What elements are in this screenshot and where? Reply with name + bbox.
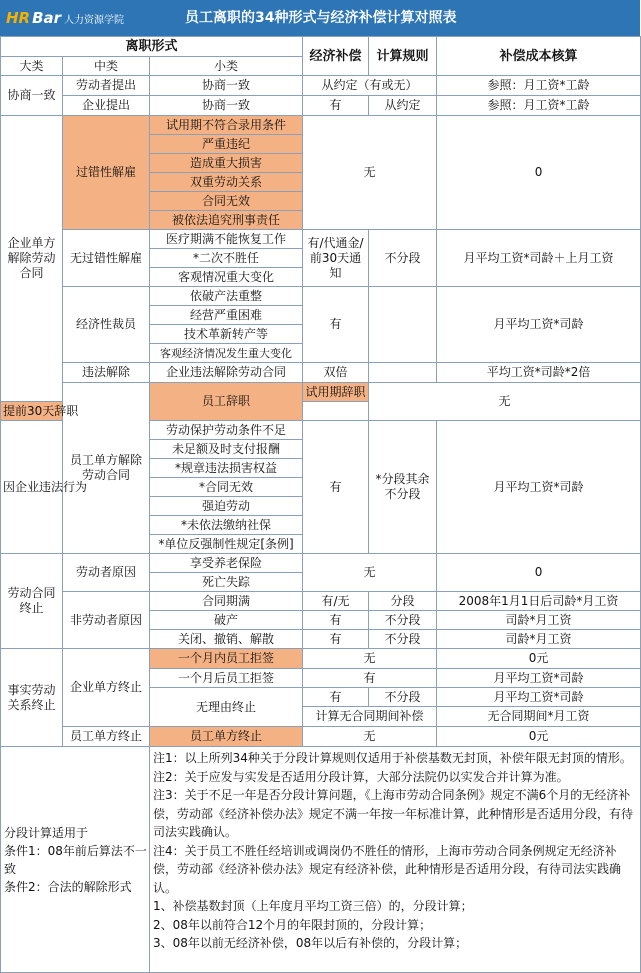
middle-category: 过错性解雇 — [63, 116, 150, 230]
compensation-cell: 从约定（有或无） — [303, 76, 437, 96]
notes-text — [150, 747, 641, 973]
minor-category: 企业违法解除劳动合同 — [150, 363, 303, 383]
compensation-cell: 无 — [303, 649, 437, 669]
note-line: 注2：关于应发与实发是否适用分段计算，大部分法院仍以实发合并计算为准。 — [153, 769, 569, 784]
compensation-cell: 有 — [303, 287, 369, 363]
minor-category: 提前30天辞职 — [1, 402, 63, 421]
minor-category: 客观经济情况发生重大变化 — [150, 344, 303, 363]
cost-cell: 参照：月工资*工龄 — [437, 76, 641, 96]
notes-condition-line: 分段计算适用于 — [4, 825, 89, 840]
minor-category: 强迫劳动 — [150, 497, 303, 516]
minor-category: 客观情况重大变化 — [150, 268, 303, 287]
title-bar — [0, 0, 640, 36]
rule-cell — [369, 287, 437, 363]
major-category: 企业单方解除劳动合同 — [1, 116, 63, 402]
header-major: 大类 — [1, 57, 63, 76]
middle-category: 劳动者提出 — [63, 76, 150, 96]
minor-category: 关闭、撤销、解散 — [150, 630, 303, 649]
middle-category: 员工辞职 — [150, 383, 303, 421]
rule-cell: 不分段 — [369, 630, 437, 649]
cost-cell: 月平均工资*司龄 — [437, 287, 641, 363]
minor-category: 严重违纪 — [150, 135, 303, 154]
logo-bar: Bar — [32, 9, 62, 27]
compensation-cell: 计算无合同期间补偿 — [303, 707, 437, 727]
minor-category: 依破产法重整 — [150, 287, 303, 306]
middle-category: 无过错性解雇 — [63, 230, 150, 287]
minor-category: 劳动保护劳动条件不足 — [150, 421, 303, 440]
minor-category: *未依法缴纳社保 — [150, 516, 303, 535]
minor-category: 享受养老保险 — [150, 554, 303, 573]
notes-condition-line: 条件1：08年前后算法不一致 — [4, 843, 147, 876]
minor-category: *单位反强制性规定[条例] — [150, 535, 303, 554]
cost-cell: 月平均工资*司龄 — [437, 669, 641, 688]
major-category: 协商一致 — [1, 76, 63, 116]
cost-cell: 无合同期间*月工资 — [437, 707, 641, 727]
rule-cell: 从约定 — [369, 96, 437, 116]
note-line: 注1：以上所列34种关于分段计算规则仅适用于补偿基数无封顶，补偿年限无封顶的情形。 — [153, 751, 632, 765]
note-line: 注3：关于不足一年是否分段计算问题，《上海市劳动合同条例》规定不满6个月的无经济补偿，劳动部《经济补偿办法》规定不满一年按一年标准计算，此种情形是否适用分段，有待司法实践确认。 — [153, 788, 634, 839]
minor-category: 未足额及时支付报酬 — [150, 440, 303, 459]
cost-cell: 参照：月工资*工龄 — [437, 96, 641, 116]
middle-category: 因企业违法行为 — [1, 421, 63, 554]
middle-category: 非劳动者原因 — [63, 592, 150, 649]
middle-category: 劳动者原因 — [63, 554, 150, 592]
minor-category: *合同无效 — [150, 478, 303, 497]
cost-cell: 平均工资*司龄*2倍 — [437, 363, 641, 383]
minor-category: 经营严重困难 — [150, 306, 303, 325]
note-line: 1、补偿基数封顶（上年度月平均工资三倍）的，分段计算； — [153, 899, 473, 913]
cost-cell: 0 — [437, 554, 641, 592]
compensation-cell: 有 — [303, 96, 369, 116]
cost-cell: 司龄*月工资 — [437, 611, 641, 630]
minor-category: 被依法追究刑事责任 — [150, 211, 303, 230]
middle-category: 员工单方终止 — [63, 727, 150, 747]
minor-category: 协商一致 — [150, 96, 303, 116]
comparison-table — [0, 36, 641, 973]
cost-cell: 2008年1月1日后司龄*月工资 — [437, 592, 641, 611]
minor-category: 无理由终止 — [150, 688, 303, 727]
rule-cell: *分段其余不分段 — [369, 421, 437, 554]
minor-category: 技术革新转产等 — [150, 325, 303, 344]
minor-category: 试用期辞职 — [303, 383, 369, 402]
compensation-cell: 无 — [303, 554, 437, 592]
cost-cell: 0 — [437, 116, 641, 230]
middle-category: 经济性裁员 — [63, 287, 150, 363]
cost-cell: 月平均工资*司龄＋上月工资 — [437, 230, 641, 287]
middle-category: 违法解除 — [63, 363, 150, 383]
compensation-cell: 有/代通金/前30天通知 — [303, 230, 369, 287]
logo-sub: 人力资源学院 — [64, 14, 125, 26]
compensation-cell: 有 — [303, 669, 437, 688]
cost-cell: 0元 — [437, 727, 641, 747]
rule-cell — [369, 363, 437, 383]
header-compensation: 经济补偿 — [303, 37, 369, 76]
compensation-cell: 无 — [303, 727, 437, 747]
cost-cell: 月平均工资*司龄 — [437, 421, 641, 554]
minor-category: 协商一致 — [150, 76, 303, 96]
rule-cell: 不分段 — [369, 611, 437, 630]
minor-category: *规章违法损害权益 — [150, 459, 303, 478]
minor-category: 双重劳动关系 — [150, 173, 303, 192]
minor-category: 造成重大损害 — [150, 154, 303, 173]
header-minor: 小类 — [150, 57, 303, 76]
rule-cell: 不分段 — [369, 688, 437, 707]
cost-cell: 司龄*月工资 — [437, 630, 641, 649]
compensation-cell: 双倍 — [303, 363, 369, 383]
note-line: 3、08年以前无经济补偿，08年以后有补偿的，分段计算； — [153, 936, 468, 950]
cost-cell: 月平均工资*司龄 — [437, 688, 641, 707]
compensation-cell: 有 — [303, 630, 369, 649]
note-line: 注4：关于员工不胜任经培训或调岗仍不胜任的情形，上海市劳动合同条例规定无经济补偿，劳动部《经济补偿办法》规定有经济补偿，此种情形是否适用分段，有待司法实践确认。 — [153, 843, 622, 895]
header-middle: 中类 — [63, 57, 150, 76]
compensation-cell: 无 — [369, 383, 641, 421]
major-category: 事实劳动关系终止 — [1, 649, 63, 747]
minor-category: 医疗期满不能恢复工作 — [150, 230, 303, 249]
notes-conditions — [1, 747, 150, 973]
notes-condition-line: 条件2：合法的解除形式 — [4, 879, 132, 894]
logo-hr: HR — [6, 9, 31, 27]
header-rule: 计算规则 — [369, 37, 437, 76]
compensation-cell: 有 — [303, 421, 369, 554]
middle-category: 企业单方终止 — [63, 649, 150, 727]
minor-category: 一个月内员工拒签 — [150, 649, 303, 669]
compensation-cell: 有 — [303, 611, 369, 630]
compensation-cell: 有 — [303, 688, 369, 707]
minor-category: 死亡失踪 — [150, 573, 303, 592]
rule-cell: 不分段 — [369, 230, 437, 287]
minor-category: 一个月后员工拒签 — [150, 669, 303, 688]
rule-cell: 分段 — [369, 592, 437, 611]
compensation-cell: 有/无 — [303, 592, 369, 611]
middle-category: 企业提出 — [63, 96, 150, 116]
minor-category: 员工单方终止 — [150, 727, 303, 747]
minor-category: 试用期不符合录用条件 — [150, 116, 303, 135]
header-form: 离职形式 — [1, 37, 303, 57]
logo — [6, 6, 124, 30]
minor-category: 破产 — [150, 611, 303, 630]
compensation-cell: 无 — [303, 116, 437, 230]
minor-category: *二次不胜任 — [150, 249, 303, 268]
page-title: 员工离职的34种形式与经济补偿计算对照表 — [185, 10, 457, 26]
header-cost: 补偿成本核算 — [437, 37, 641, 76]
cost-cell: 0元 — [437, 649, 641, 669]
major-category: 劳动合同终止 — [1, 554, 63, 649]
major-category: 员工单方解除劳动合同 — [63, 383, 150, 554]
minor-category: 合同无效 — [150, 192, 303, 211]
note-line: 2、08年以前符合12个月的年限封顶的，分段计算； — [153, 917, 432, 932]
minor-category: 合同期满 — [150, 592, 303, 611]
